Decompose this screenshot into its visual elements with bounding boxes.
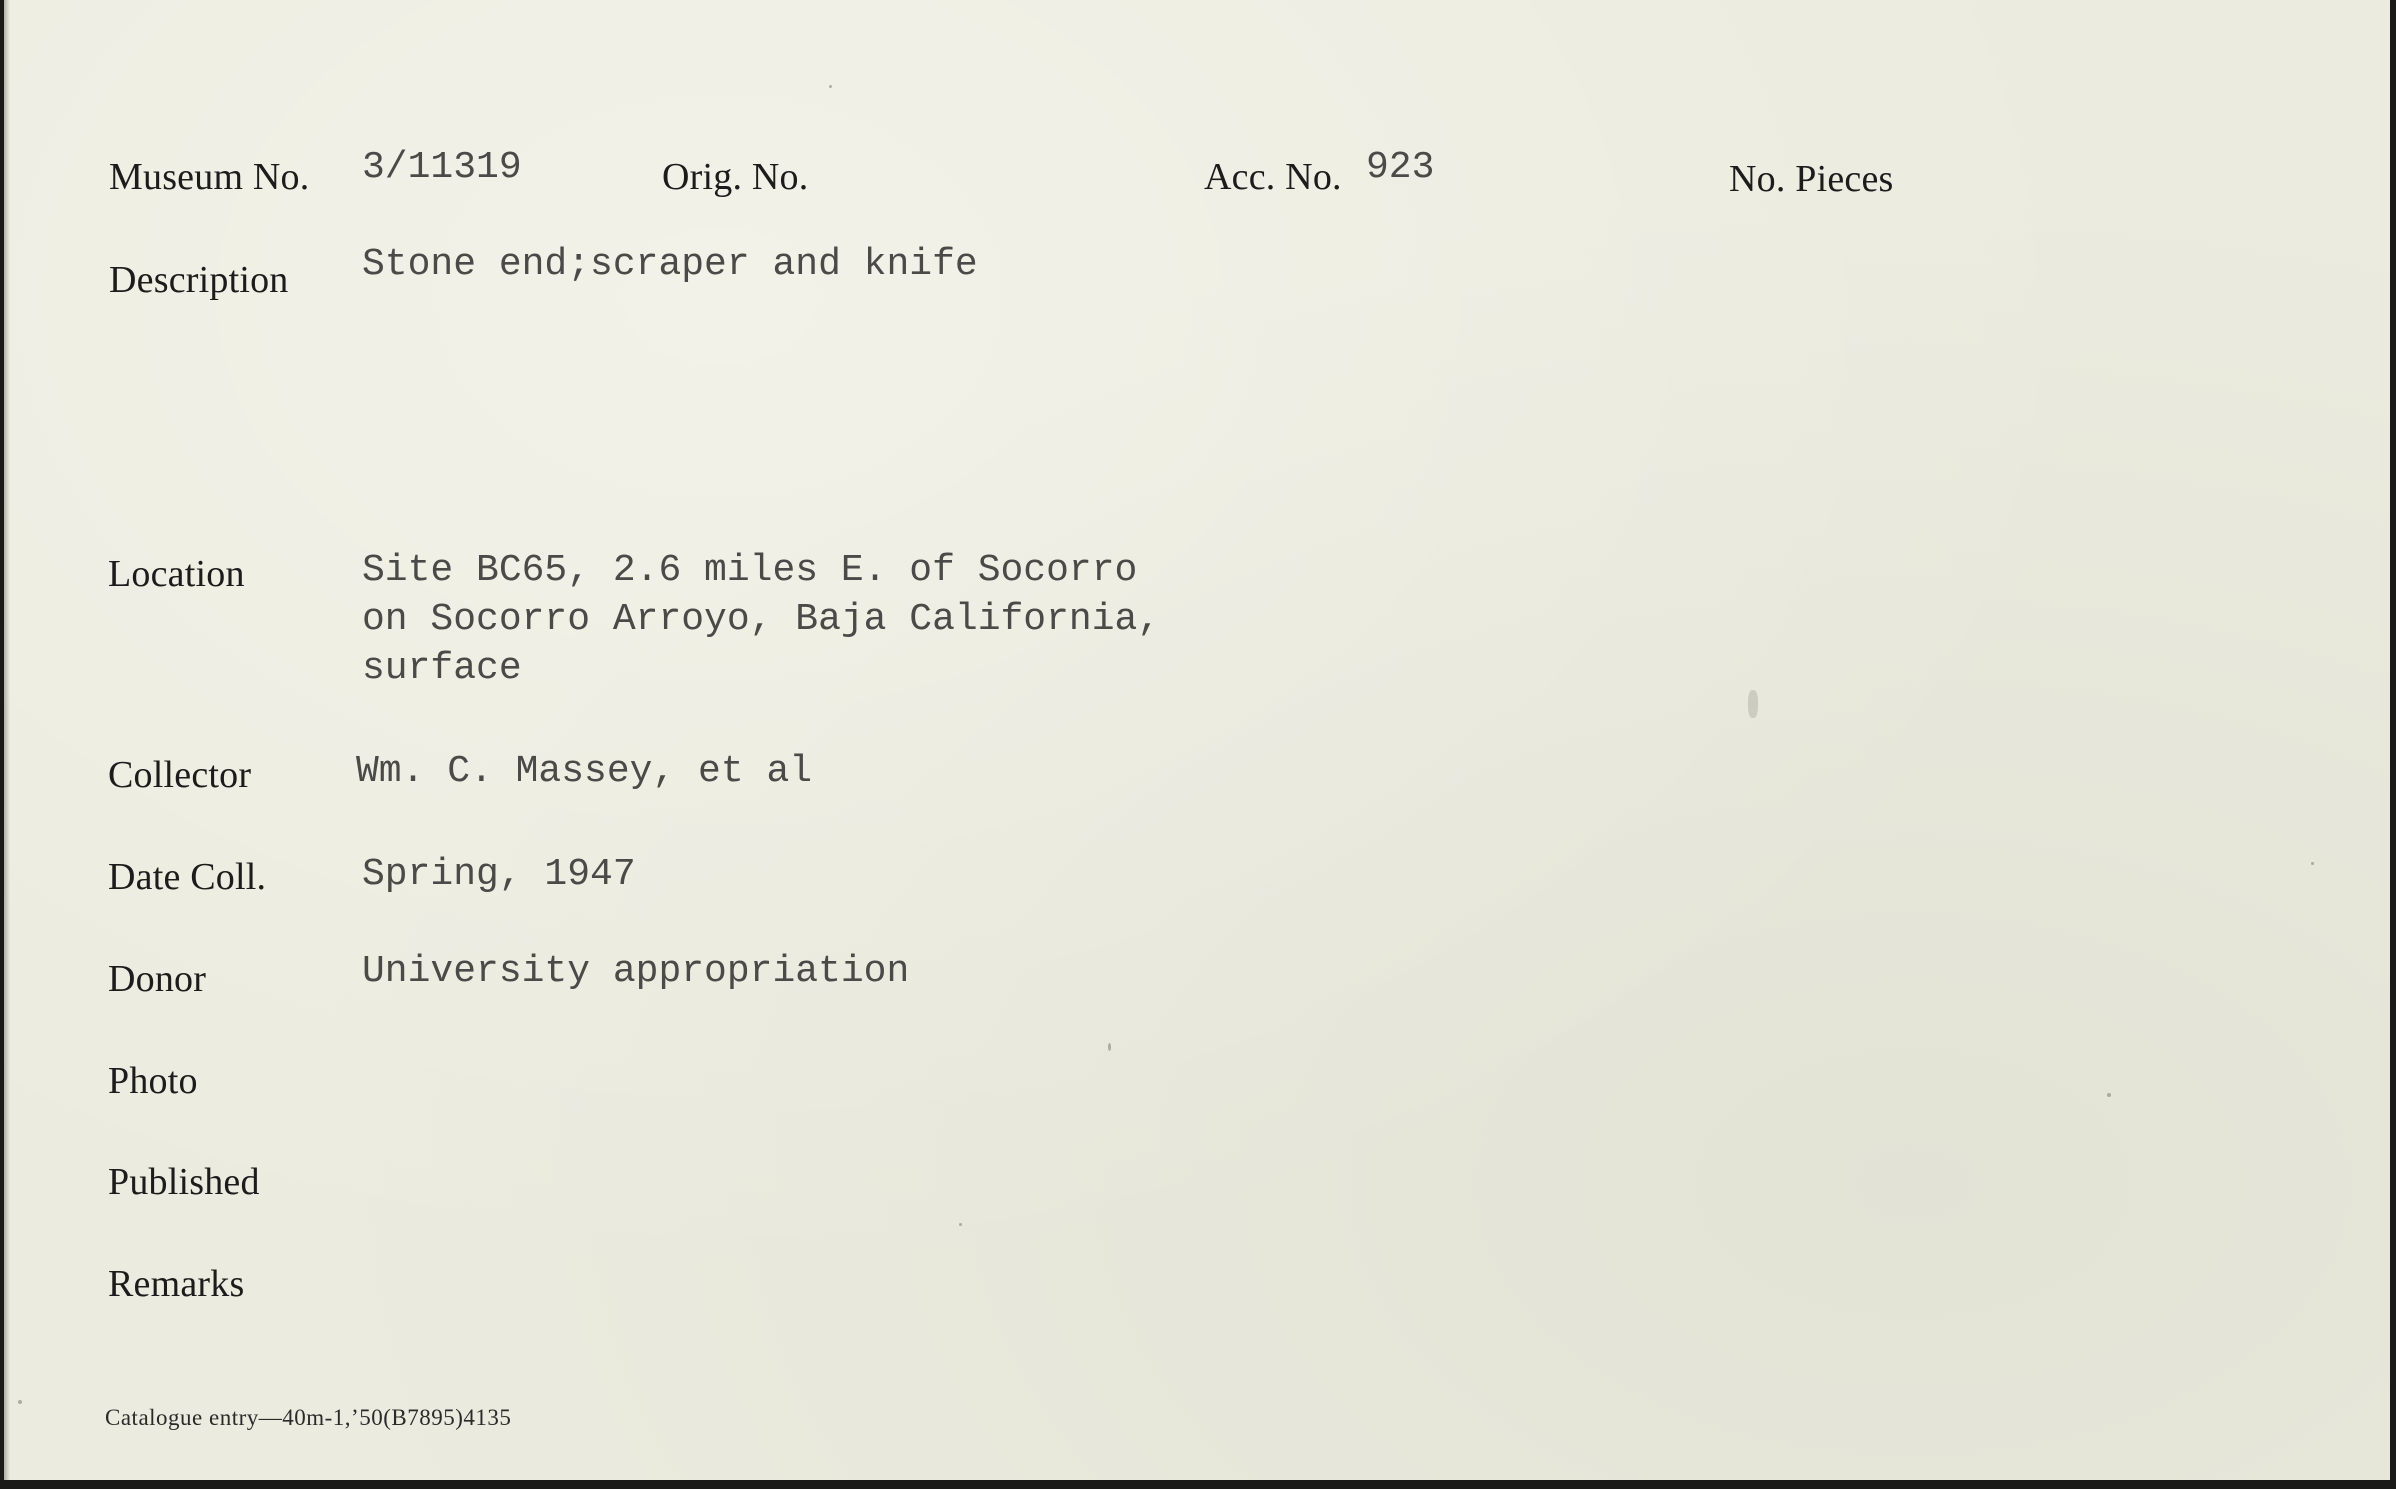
museum-no-label: Museum No. bbox=[109, 156, 310, 198]
museum-no-value: 3/11319 bbox=[362, 146, 522, 189]
location-line-1: Site BC65, 2.6 miles E. of Socorro bbox=[362, 549, 1138, 592]
date-coll-label: Date Coll. bbox=[108, 856, 267, 898]
remarks-label: Remarks bbox=[108, 1263, 245, 1305]
paper-speck bbox=[829, 85, 832, 88]
donor-label: Donor bbox=[108, 958, 207, 1000]
date-coll-value: Spring, 1947 bbox=[362, 853, 636, 896]
paper-speck bbox=[2107, 1093, 2111, 1097]
donor-value: University appropriation bbox=[362, 950, 910, 993]
paper-speck bbox=[1108, 1043, 1111, 1051]
paper-mark bbox=[1748, 690, 1758, 718]
location-value bbox=[362, 546, 1160, 693]
location-line-3: surface bbox=[362, 647, 522, 690]
published-label: Published bbox=[108, 1161, 260, 1203]
description-label: Description bbox=[109, 259, 289, 301]
catalogue-footer: Catalogue entry—40m-1,’50(B7895)4135 bbox=[105, 1405, 512, 1430]
acc-no-label: Acc. No. bbox=[1204, 156, 1342, 198]
location-line-2: on Socorro Arroyo, Baja California, bbox=[362, 598, 1161, 641]
paper-speck bbox=[18, 1400, 22, 1404]
acc-no-value: 923 bbox=[1366, 146, 1435, 189]
location-label: Location bbox=[108, 553, 245, 595]
collector-label: Collector bbox=[108, 754, 252, 796]
card-edge-shadow bbox=[4, 0, 10, 1480]
paper-speck bbox=[959, 1223, 962, 1226]
description-value: Stone end;scraper and knife bbox=[362, 243, 978, 286]
no-pieces-label: No. Pieces bbox=[1729, 158, 1894, 200]
orig-no-label: Orig. No. bbox=[662, 156, 809, 198]
collector-value: Wm. C. Massey, et al bbox=[356, 750, 813, 793]
photo-label: Photo bbox=[108, 1060, 198, 1102]
paper-speck bbox=[2311, 862, 2314, 865]
catalogue-card bbox=[4, 0, 2390, 1480]
